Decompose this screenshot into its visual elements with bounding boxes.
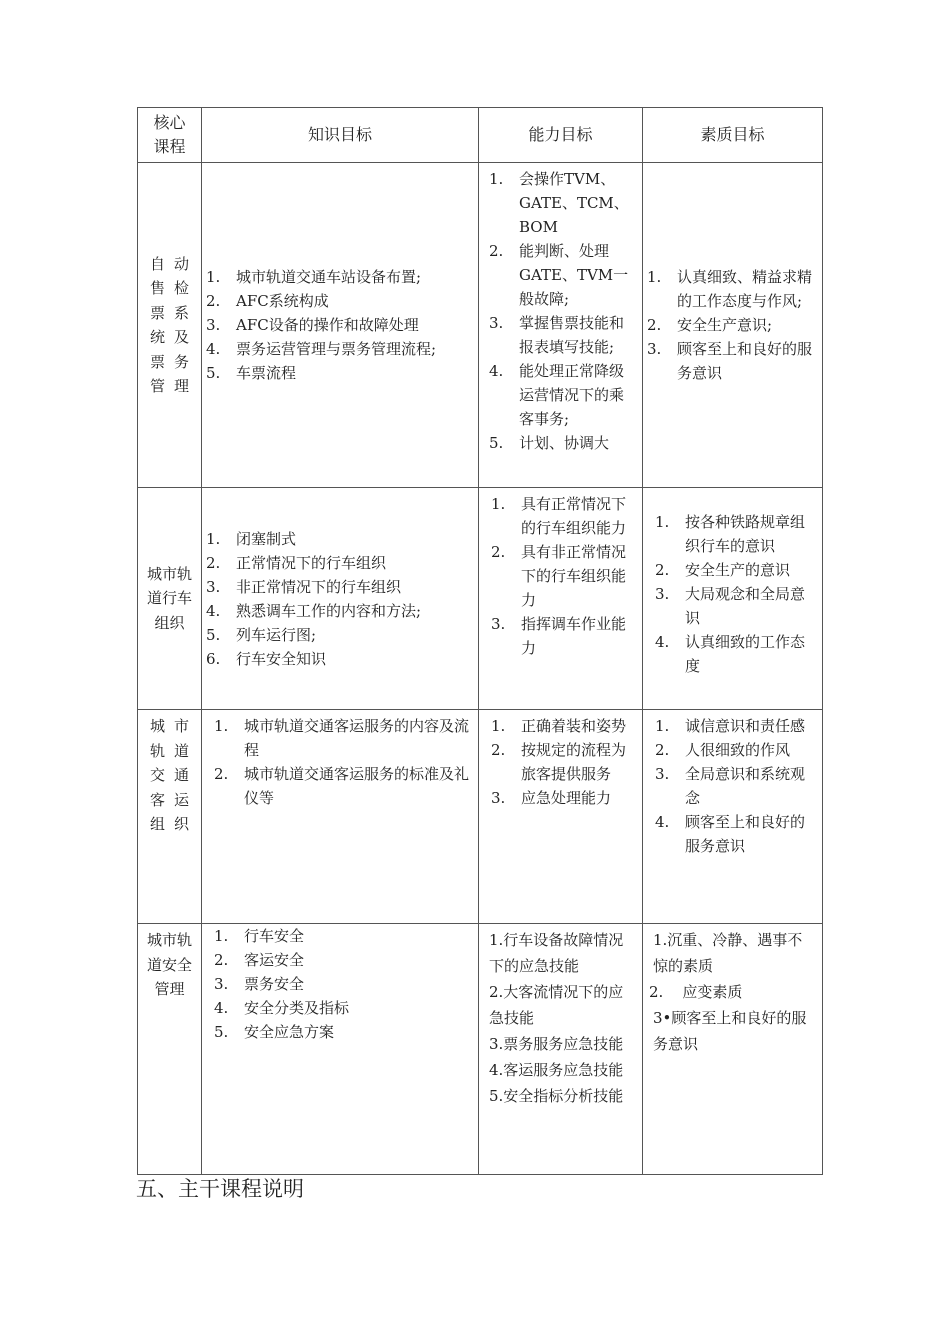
list-item: 3•顾客至上和良好的服务意识 — [653, 1009, 807, 1053]
list-item: 3. 应急处理能力 — [491, 789, 612, 807]
header-row — [138, 108, 823, 163]
core-course-table — [137, 107, 823, 1175]
list-item: 3. 指挥调车作业能力 — [491, 615, 627, 657]
list-item: 2. 城市轨道交通客运服务的标准及礼仪等 — [214, 765, 470, 807]
list-item: 2. 按规定的流程为旅客提供服务 — [491, 741, 627, 783]
table-row — [138, 163, 823, 488]
list-item: 6. 行车安全知识 — [206, 649, 327, 668]
list-item: 5.安全指标分析技能 — [489, 1087, 624, 1105]
list-item: 3. 票务安全 — [214, 975, 305, 993]
list-item: 3.票务服务应急技能 — [489, 1035, 624, 1053]
list-item: 2.大客流情况下的应急技能 — [489, 983, 624, 1027]
list-item: 5. 列车运行图; — [206, 625, 317, 644]
list-item: 1. 认真细致、精益求精的工作态度与作风; — [647, 268, 813, 310]
course-name: 城市轨道安全管理 — [138, 924, 202, 1175]
list-item: 3. 非正常情况下的行车组织 — [206, 577, 402, 596]
ability-cell — [479, 163, 643, 488]
list-item: 4. 票务运营管理与票务管理流程; — [206, 340, 437, 358]
quality-cell — [643, 710, 823, 924]
ability-cell — [479, 710, 643, 924]
list-item: 3. 掌握售票技能和报表填写技能; — [489, 314, 625, 356]
list-item: 1. 闭塞制式 — [206, 529, 297, 548]
list-item: 2. 具有非正常情况下的行车组织能力 — [491, 543, 627, 609]
header-course: 核心课程 — [138, 108, 202, 163]
course-name: 城市轨道交通客运组织 — [138, 710, 202, 924]
quality-cell — [643, 924, 823, 1175]
list-item: 2. 人很细致的作风 — [655, 741, 791, 759]
list-item: 4.客运服务应急技能 — [489, 1061, 624, 1079]
list-item: 1. 会操作TVM、GATE、TCM、BOM — [489, 170, 629, 236]
list-item: 4. 能处理正常降级运营情况下的乘客事务; — [489, 362, 625, 428]
knowledge-cell — [202, 924, 479, 1175]
list-item: 4. 顾客至上和良好的服务意识 — [655, 813, 806, 855]
header-knowledge: 知识目标 — [202, 108, 479, 163]
list-item: 2. 正常情况下的行车组织 — [206, 553, 387, 572]
list-item: 1. 按各种铁路规章组织行车的意识 — [655, 513, 806, 555]
list-item: 2. 安全生产意识; — [647, 316, 773, 334]
list-item: 3. 顾客至上和良好的服务意识 — [647, 340, 813, 382]
knowledge-cell — [202, 710, 479, 924]
list-item: 4. 认真细致的工作态度 — [655, 633, 806, 675]
list-item: 1. 行车安全 — [214, 927, 305, 945]
table-row — [138, 710, 823, 924]
list-item: 1. 城市轨道交通客运服务的内容及流程 — [214, 717, 470, 759]
list-item: 1. 诚信意识和责任感 — [655, 717, 806, 735]
list-item: 1. 城市轨道交通车站设备布置; — [206, 268, 422, 286]
quality-cell — [643, 488, 823, 710]
list-item: 3. AFC设备的操作和故障处理 — [206, 316, 419, 334]
ability-cell — [479, 924, 643, 1175]
list-item: 2. 应变素质 — [649, 983, 743, 1001]
header-ability: 能力目标 — [479, 108, 643, 163]
list-item: 2. 客运安全 — [214, 951, 305, 969]
knowledge-cell — [202, 163, 479, 488]
list-item: 3. 全局意识和系统观念 — [655, 765, 806, 807]
section-heading: 五、主干课程说明 — [136, 1177, 304, 1201]
course-name: 自动售检票系统及票务管理 — [138, 163, 202, 488]
list-item: 2. 能判断、处理GATE、TVM一般故障; — [489, 242, 629, 308]
list-item: 1. 正确着装和姿势 — [491, 717, 627, 735]
ability-cell — [479, 488, 643, 710]
header-quality: 素质目标 — [643, 108, 823, 163]
list-item: 1.沉重、冷静、遇事不惊的素质 — [653, 931, 803, 975]
list-item: 1. 具有正常情况下的行车组织能力 — [491, 495, 627, 537]
table-row — [138, 924, 823, 1175]
quality-cell — [643, 163, 823, 488]
list-item: 5. 计划、协调大 — [489, 434, 610, 452]
list-item: 4. 熟悉调车工作的内容和方法; — [206, 601, 422, 620]
list-item: 4. 安全分类及指标 — [214, 999, 350, 1017]
list-item: 5. 车票流程 — [206, 364, 297, 382]
list-item: 3. 大局观念和全局意识 — [655, 585, 806, 627]
course-name: 城市轨道行车组织 — [138, 488, 202, 710]
list-item: 2. 安全生产的意识 — [655, 561, 791, 579]
list-item: 5. 安全应急方案 — [214, 1023, 335, 1041]
knowledge-cell — [202, 488, 479, 710]
table-row — [138, 488, 823, 710]
list-item: 1.行车设备故障情况下的应急技能 — [489, 931, 624, 975]
list-item: 2. AFC系统构成 — [206, 292, 329, 310]
